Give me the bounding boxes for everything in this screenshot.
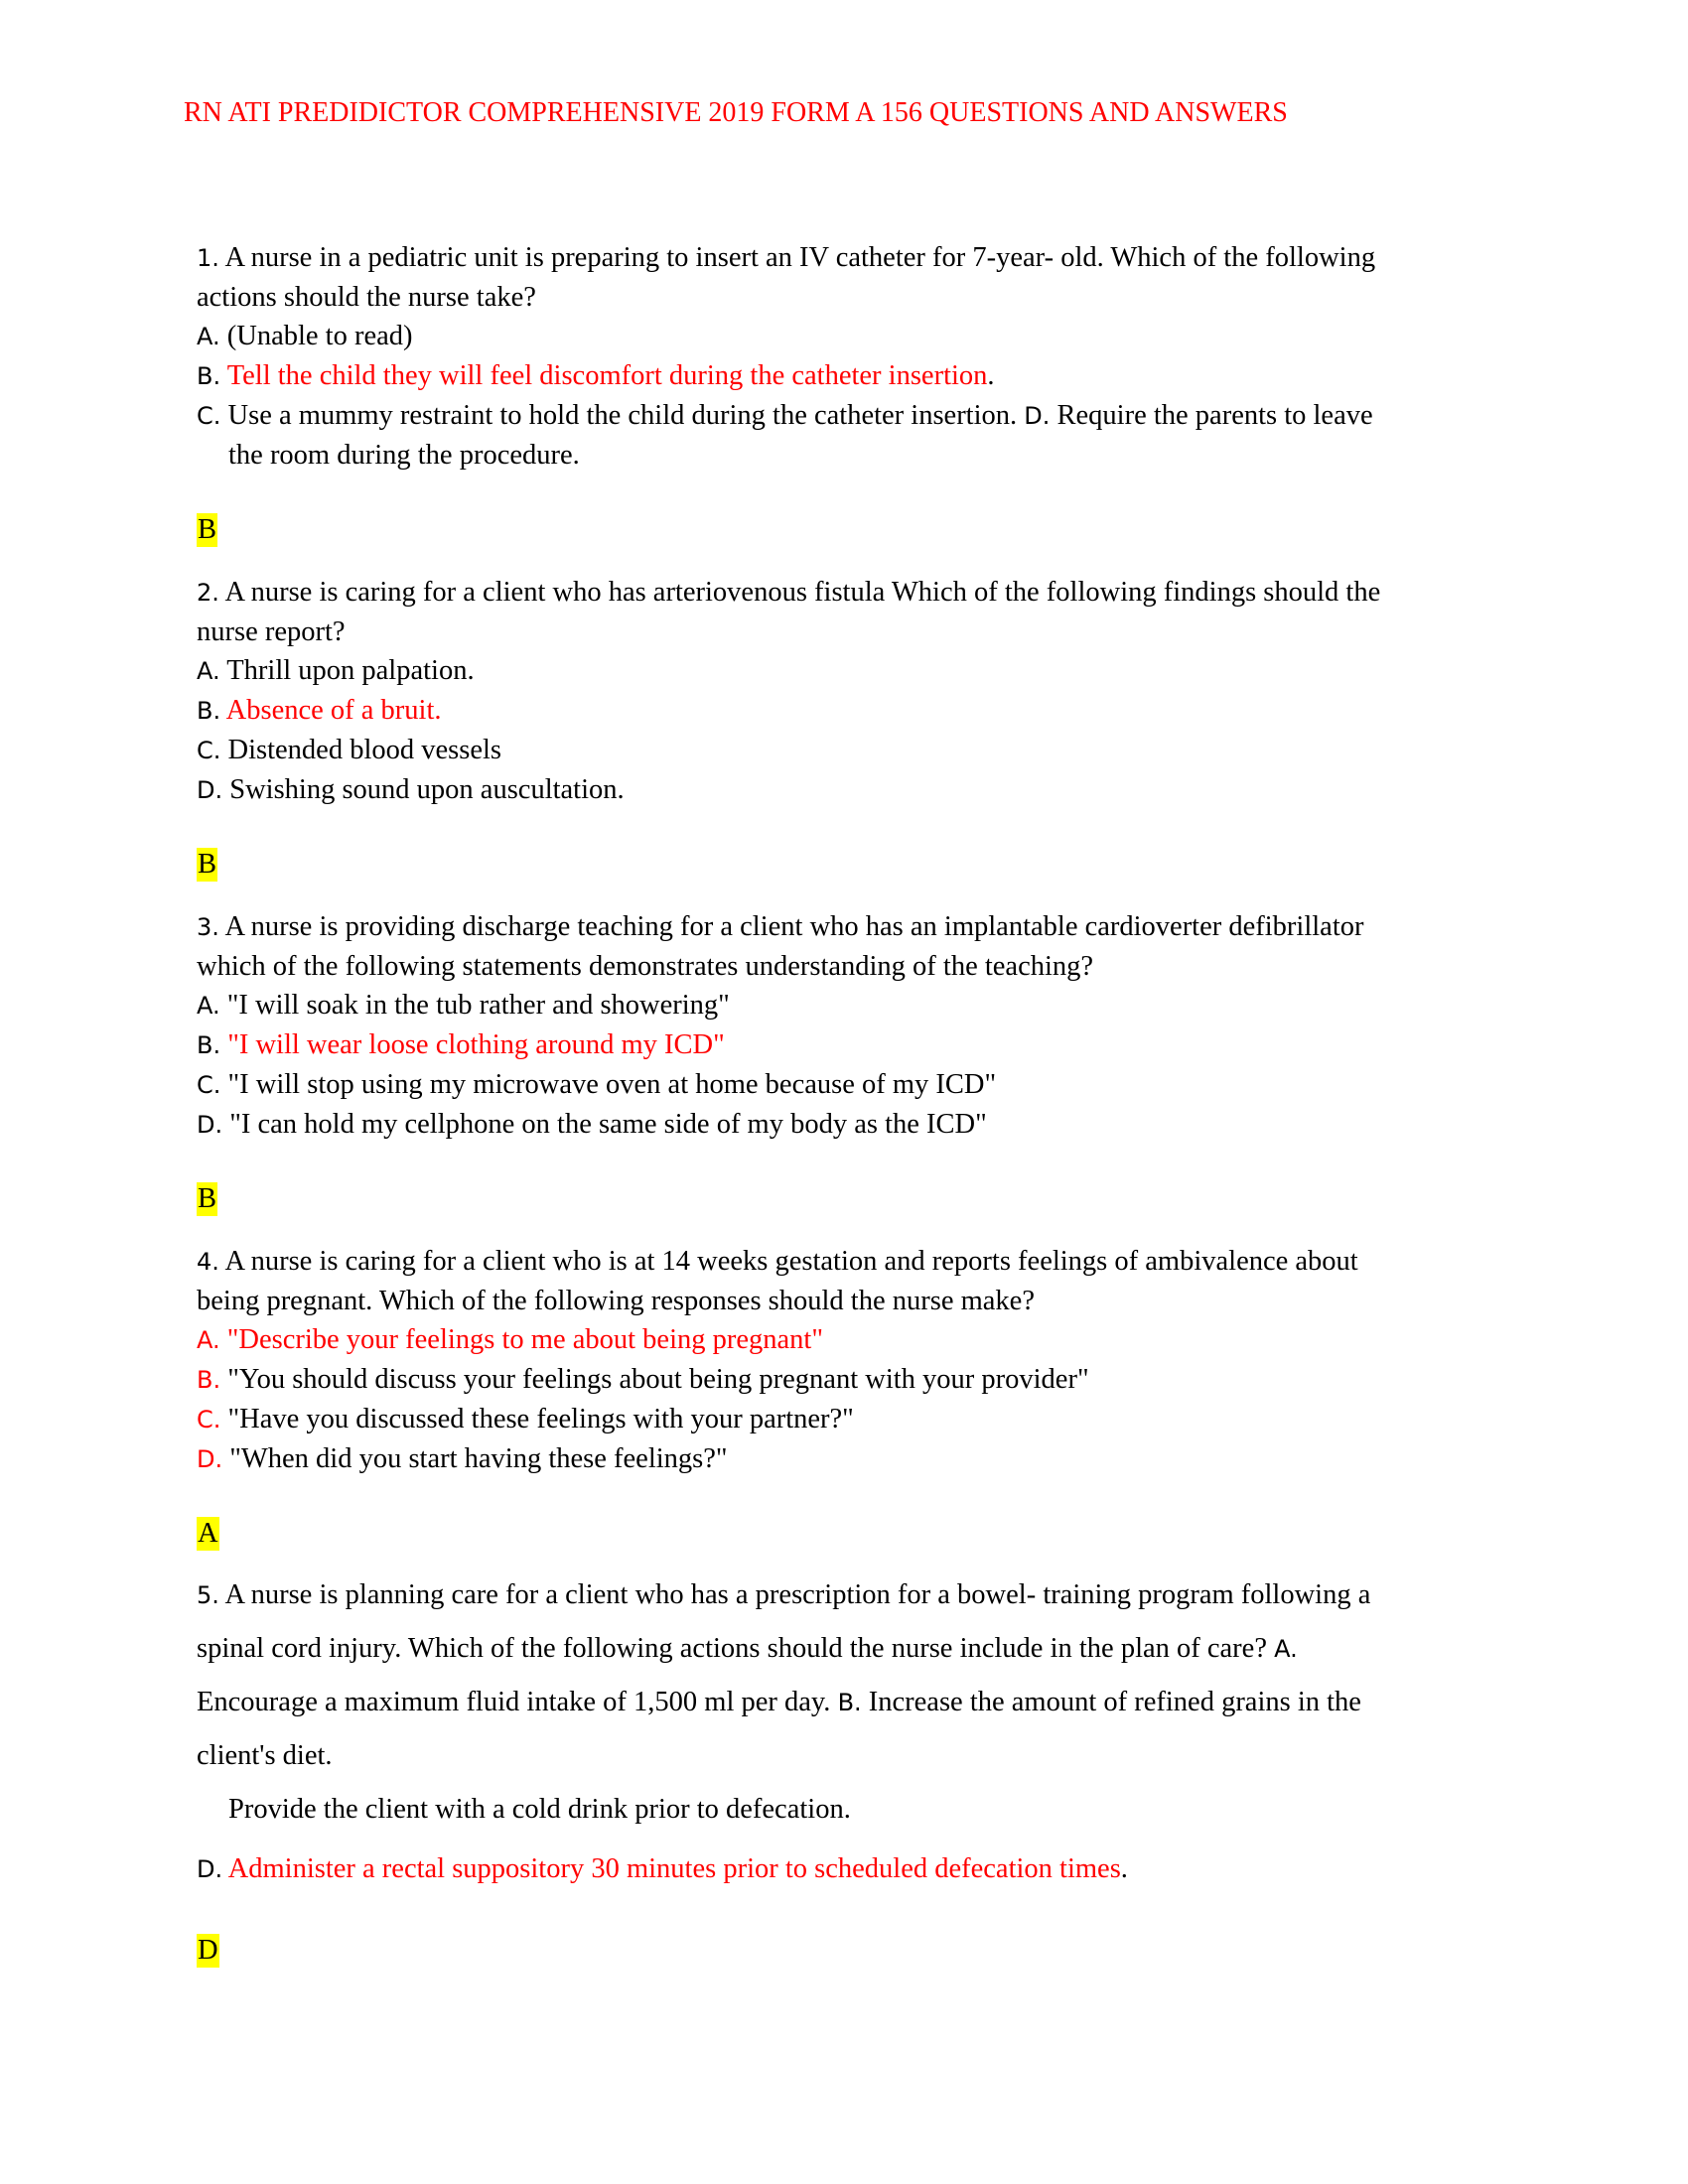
question-stem-continued: spinal cord injury. Which of the following actions should the nurse include in the plan of care? A.	[197, 1633, 1298, 1664]
question-stem-continued: actions should the nurse take?	[197, 282, 536, 313]
answer-key-2: B	[198, 849, 217, 880]
question-2	[197, 573, 1487, 810]
option-d: D. "When did you start having these feelings?"	[197, 1443, 728, 1474]
option-d-continued: the room during the procedure.	[228, 440, 580, 471]
question-stem: 1. A nurse in a pediatric unit is preparing to insert an IV catheter for 7-year- old. Which of the following	[197, 242, 1376, 273]
option-c-d: C. Use a mummy restraint to hold the child during the catheter insertion. D. Require the parents to leave	[197, 400, 1373, 431]
option-d: D. "I can hold my cellphone on the same side of my body as the ICD"	[197, 1109, 987, 1140]
correct-option-text: "I will wear loose clothing around my ICD"	[227, 1029, 725, 1060]
option-a: A. (Unable to read)	[197, 321, 413, 351]
question-1	[197, 238, 1487, 475]
option-c: C. "Have you discussed these feelings with your partner?"	[197, 1404, 854, 1434]
question-number: 1.	[197, 244, 219, 272]
answer-key-1: B	[198, 514, 217, 545]
answer-key-4: A	[198, 1518, 218, 1549]
question-stem-continued: nurse report?	[197, 616, 346, 647]
question-stem: 4. A nurse is caring for a client who is at 14 weeks gestation and reports feelings of ambivalence about	[197, 1246, 1358, 1277]
question-stem: 3. A nurse is providing discharge teaching for a client who has an implantable cardioverter defibrillator	[197, 911, 1364, 942]
option-b: B. "I will wear loose clothing around my ICD"	[197, 1029, 725, 1060]
question-stem-continued: being pregnant. Which of the following responses should the nurse make?	[197, 1286, 1035, 1316]
option-b: B. Absence of a bruit.	[197, 695, 442, 726]
option-b: B. Tell the child they will feel discomfort during the catheter insertion.	[197, 360, 995, 391]
option-d: D. Administer a rectal suppository 30 minutes prior to scheduled defecation times.	[197, 1853, 1128, 1884]
correct-option-text: Absence of a bruit.	[225, 695, 442, 726]
option-a: A. "Describe your feelings to me about being pregnant"	[197, 1324, 823, 1355]
option-c: Provide the client with a cold drink prior to defecation.	[228, 1794, 851, 1825]
question-stem: 5. A nurse is planning care for a client who has a prescription for a bowel- training program following a	[197, 1579, 1371, 1610]
option-c: C. "I will stop using my microwave oven at home because of my ICD"	[197, 1069, 997, 1100]
answer-key-5: D	[198, 1935, 218, 1966]
question-stem: 2. A nurse is caring for a client who has arteriovenous fistula Which of the following findings should the	[197, 577, 1381, 608]
option-b-continued: client's diet.	[197, 1740, 333, 1771]
question-3	[197, 907, 1487, 1145]
question-number: 2.	[197, 579, 219, 607]
question-number: 4.	[197, 1248, 219, 1276]
question-number: 3.	[197, 913, 219, 941]
question-stem-continued: which of the following statements demonstrates understanding of the teaching?	[197, 951, 1094, 982]
option-d: D. Swishing sound upon auscultation.	[197, 774, 625, 805]
correct-option-text: Administer a rectal suppository 30 minutes prior to scheduled defecation times	[227, 1853, 1121, 1884]
question-number: 5.	[197, 1581, 219, 1609]
option-b: B. "You should discuss your feelings about being pregnant with your provider"	[197, 1364, 1089, 1395]
correct-option-text: "Describe your feelings to me about being pregnant"	[226, 1324, 823, 1355]
option-a: A. Thrill upon palpation.	[197, 655, 475, 686]
document-title: RN ATI PREDIDICTOR COMPREHENSIVE 2019 FORM A 156 QUESTIONS AND ANSWERS	[184, 97, 1288, 128]
option-a-b: Encourage a maximum fluid intake of 1,500 ml per day. B. Increase the amount of refined grains in the	[197, 1687, 1361, 1717]
answer-key-3: B	[198, 1183, 217, 1214]
question-5	[197, 1569, 1487, 1896]
option-a: A. "I will soak in the tub rather and showering"	[197, 990, 730, 1021]
correct-option-text: Tell the child they will feel discomfort during the catheter insertion	[226, 360, 988, 391]
option-c: C. Distended blood vessels	[197, 735, 501, 765]
question-4	[197, 1242, 1487, 1479]
